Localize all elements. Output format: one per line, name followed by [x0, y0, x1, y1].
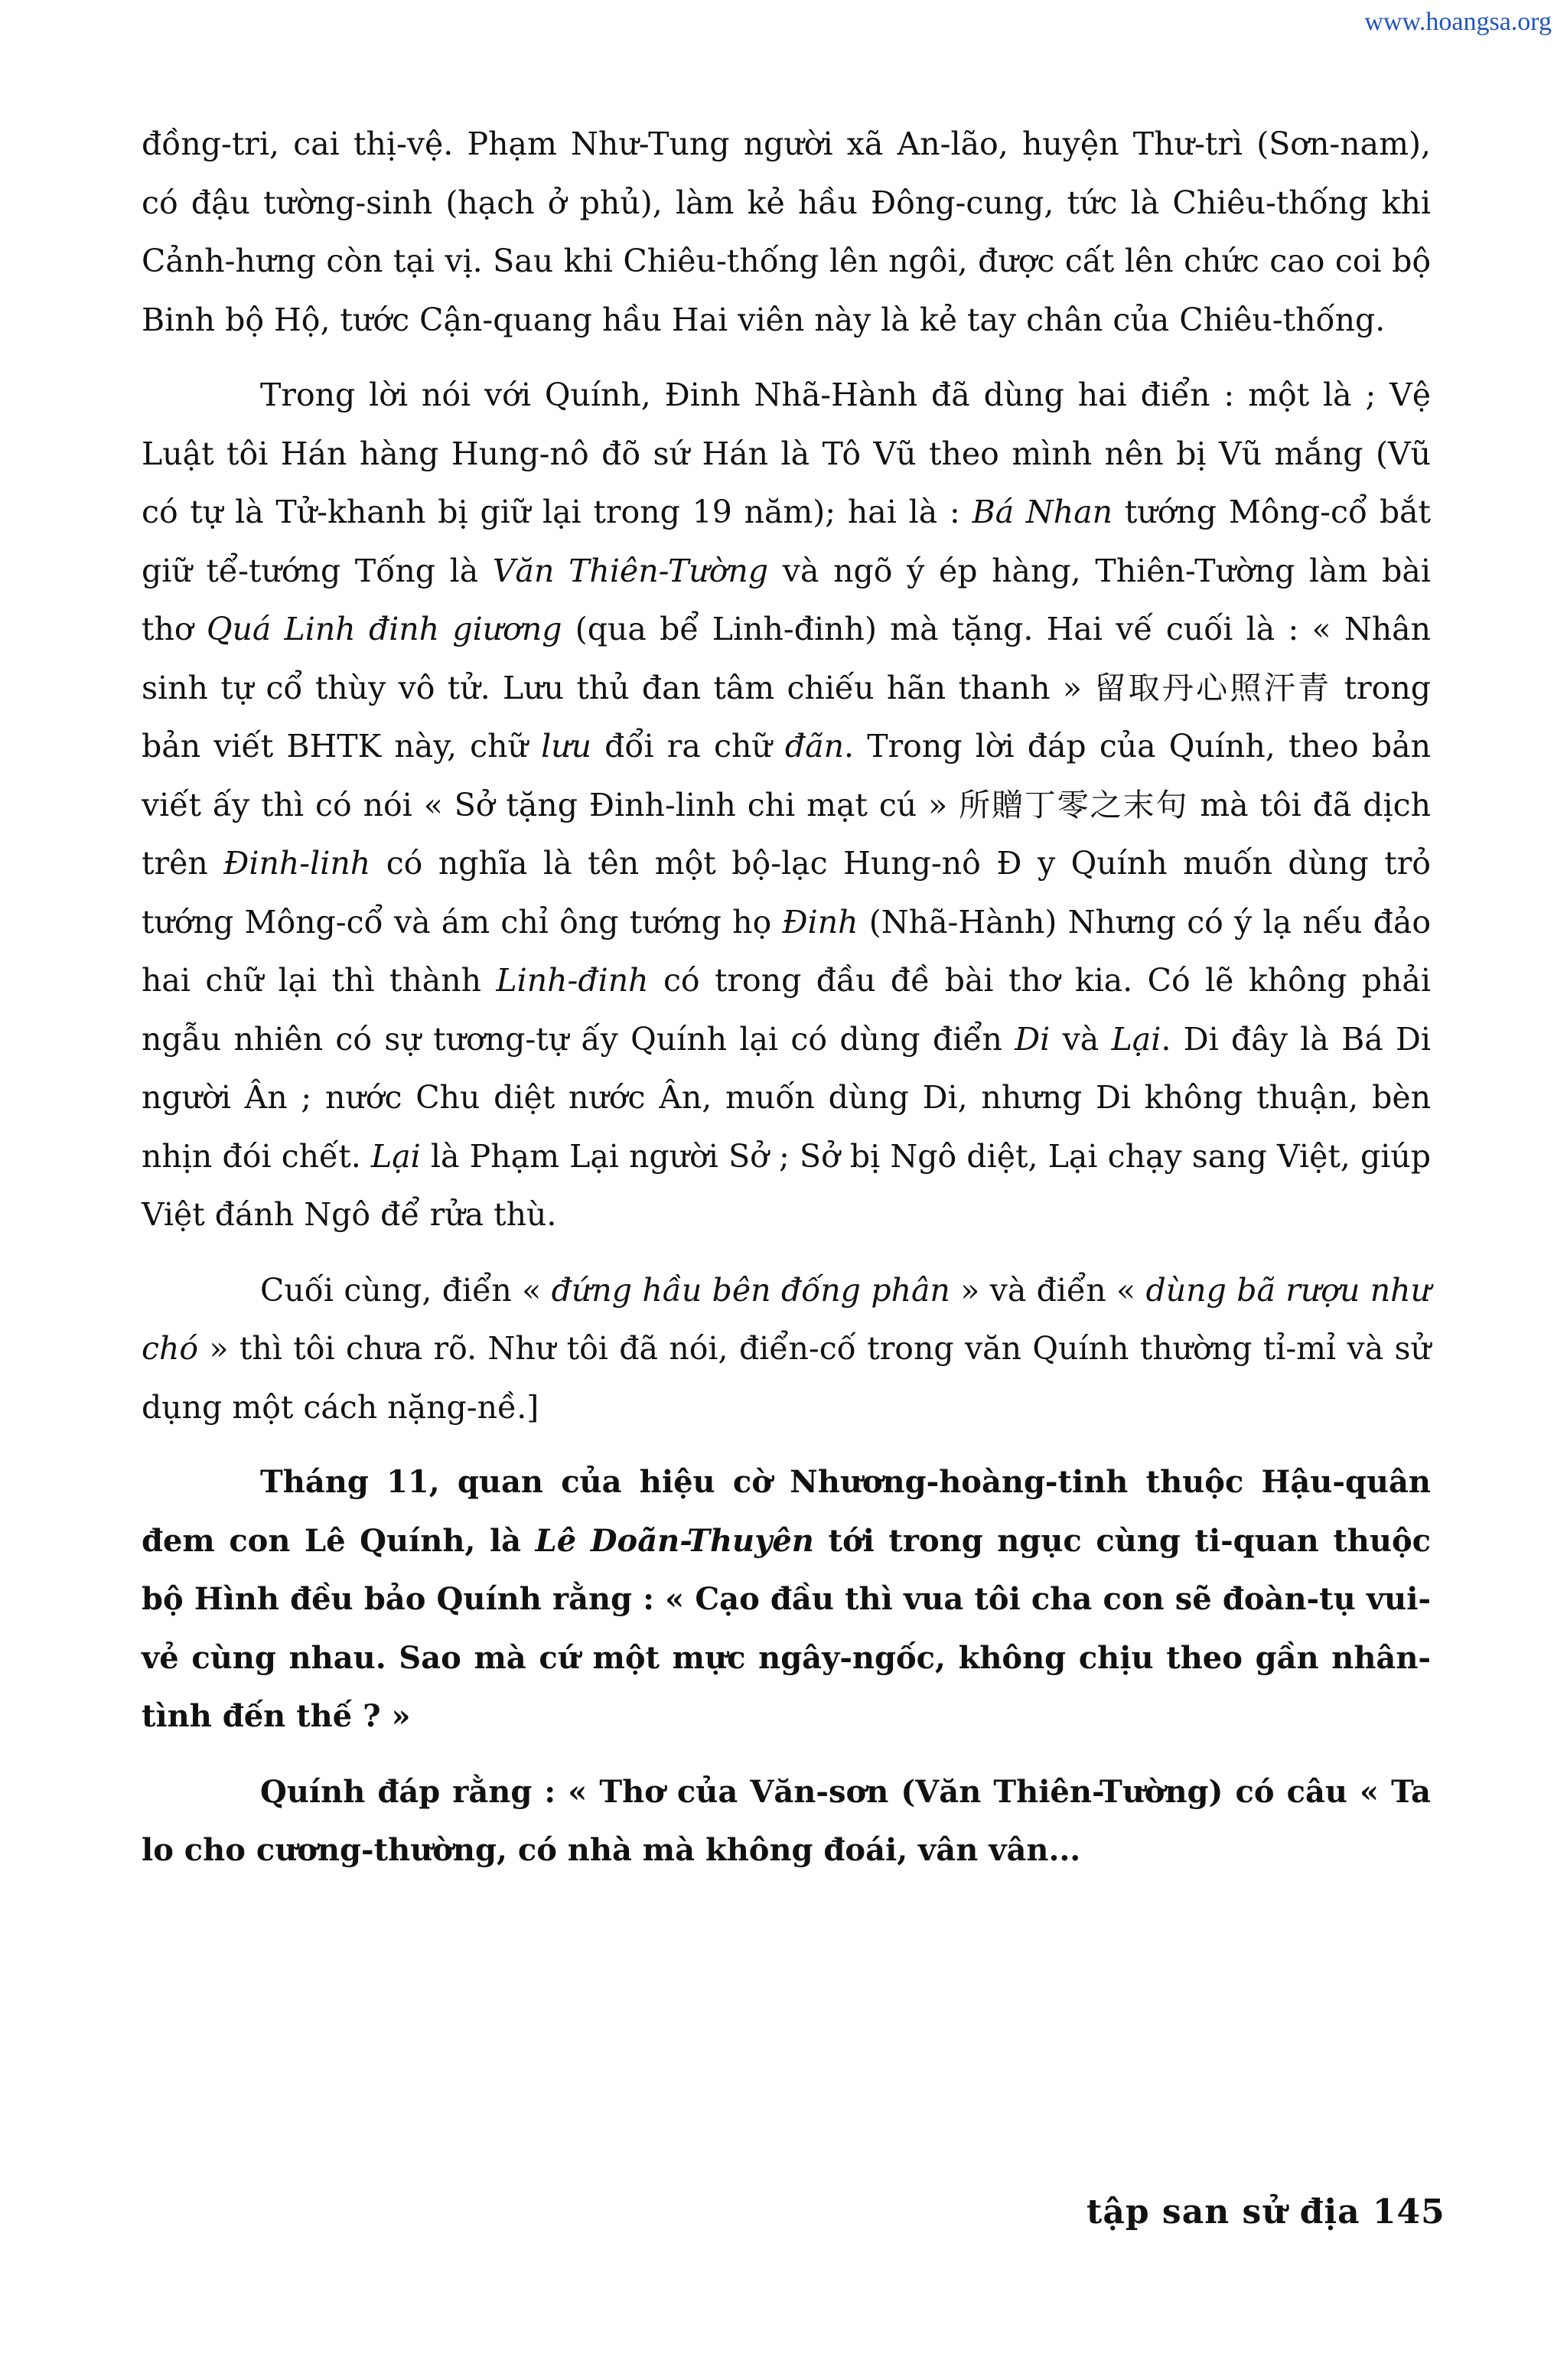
page-body — [142, 115, 1431, 1880]
italic-term: Bá Nhan — [972, 494, 1113, 530]
text-run: . Di đây là Bá Di người Ân ; nước Chu diệt nước Ân, muốn dùng Di, nhưng Di không thuận, bèn nhịn đói chết. — [142, 1020, 1431, 1175]
text-run: » thì tôi chưa rõ. Như tôi đã nói, điển-cố trong văn Quính thường tỉ-mỉ và sử dụng một cách nặng-nề.] — [142, 1330, 1431, 1426]
italic-term: Lê Doãn-Thuyên — [535, 1522, 814, 1559]
paragraph-2 — [142, 366, 1431, 1244]
page-footer: tập san sử địa 145 — [1086, 2193, 1445, 2232]
paragraph-1 — [142, 115, 1431, 349]
italic-term: Quá Linh đinh giương — [206, 611, 562, 647]
italic-term: Di — [1015, 1020, 1051, 1058]
text-run: Quính đáp rằng : « Thơ của Văn-sơn (Văn Thiên-Tường) có câu « Ta lo cho cương-thường, có nhà mà không đoái, vân vân... — [142, 1773, 1431, 1868]
italic-term: Đinh-linh — [223, 845, 371, 882]
text-run: (qua bể Linh-đinh) mà tặng. Hai vế cuối là : « Nhân sinh tự cổ thùy vô tử. Lưu thủ đan tâm chiếu hãn thanh » 留取丹心照汗青 trong bản viết BHTK này, chữ — [142, 611, 1431, 765]
text-run: tới trong ngục cùng ti-quan thuộc bộ Hình đều bảo Quính rằng : « Cạo đầu thì vua tôi cha con sẽ đoàn-tụ vui-vẻ cùng nhau. Sao mà cứ một mực ngây-ngốc, không chịu theo gần nhân-tình đến thế ? » — [142, 1522, 1431, 1734]
text-run: » và điển « — [950, 1271, 1146, 1309]
text-run: có nghĩa là tên một bộ-lạc Hung-nô Đ y Quính muốn dùng trỏ tướng Mông-cổ và ám chỉ ông tướng họ — [142, 845, 1431, 941]
text-run: Tháng 11, quan của hiệu cờ Nhương-hoàng-tinh thuộc Hậu-quân đem con Lê Quính, là — [142, 1464, 1431, 1559]
text-run: có trong đầu đề bài thơ kia. Có lẽ không phải ngẫu nhiên có sự tương-tự ấy Quính lại có dùng điển — [142, 962, 1431, 1058]
italic-term: Văn Thiên-Tường — [492, 552, 769, 589]
italic-term: đãn — [784, 728, 845, 765]
italic-term: Lại — [1111, 1020, 1161, 1058]
italic-term: dùng bã rượu như chó — [142, 1271, 1431, 1367]
italic-term: đứng hầu bên đống phân — [551, 1271, 950, 1309]
italic-term: Đinh — [782, 903, 858, 941]
italic-term: Linh-đinh — [496, 962, 649, 999]
text-run: và ngõ ý ép hàng, Thiên-Tường làm bài thơ — [142, 552, 1431, 647]
paragraph-5 — [142, 1763, 1431, 1880]
paragraph-3 — [142, 1261, 1431, 1437]
text-run: (Nhã-Hành) Nhưng có ý lạ nếu đảo hai chữ lại thì thành — [142, 903, 1432, 999]
text-run: tướng Mông-cổ bắt giữ tể-tướng Tống là — [142, 494, 1431, 589]
paragraph-4 — [142, 1453, 1431, 1746]
italic-term: lưu — [541, 728, 592, 765]
text-run: là Phạm Lại người Sở ; Sở bị Ngô diệt, Lại chạy sang Việt, giúp Việt đánh Ngô để rửa thù. — [142, 1137, 1432, 1233]
text-run: và — [1050, 1020, 1112, 1058]
text-run: đổi ra chữ — [591, 728, 785, 765]
website-watermark[interactable]: www.hoangsa.org — [1364, 8, 1552, 36]
italic-term: Lại — [370, 1137, 421, 1175]
text-run: đồng-tri, cai thị-vệ. Phạm Như-Tung người xã An-lão, huyện Thư-trì (Sơn-nam), có đậu tường-sinh (hạch ở phủ), làm kẻ hầu Đông-cung, tức là Chiêu-thống khi Cảnh-hưng còn tại vị. Sau khi Chiêu-thống lên ngôi, được cất lên chức cao coi bộ Binh bộ Hộ, tước Cận-quang hầu Hai viên này là kẻ tay chân của Chiêu-thống. — [142, 126, 1431, 338]
text-run: Cuối cùng, điển « — [260, 1271, 552, 1309]
text-run: Trong lời nói với Quính, Đinh Nhã-Hành đã dùng hai điển : một là ; Vệ Luật tôi Hán hàng Hung-nô đõ sứ Hán là Tô Vũ theo mình nên bị Vũ mắng (Vũ có tự là Tử-khanh bị giữ lại trong 19 năm); hai là : — [142, 377, 1431, 530]
text-run: . Trong lời đáp của Quính, theo bản viết ấy thì có nói « Sở tặng Đinh-linh chi mạt cú » 所贈丁零之末句 mà tôi đã dịch trên — [142, 728, 1431, 882]
